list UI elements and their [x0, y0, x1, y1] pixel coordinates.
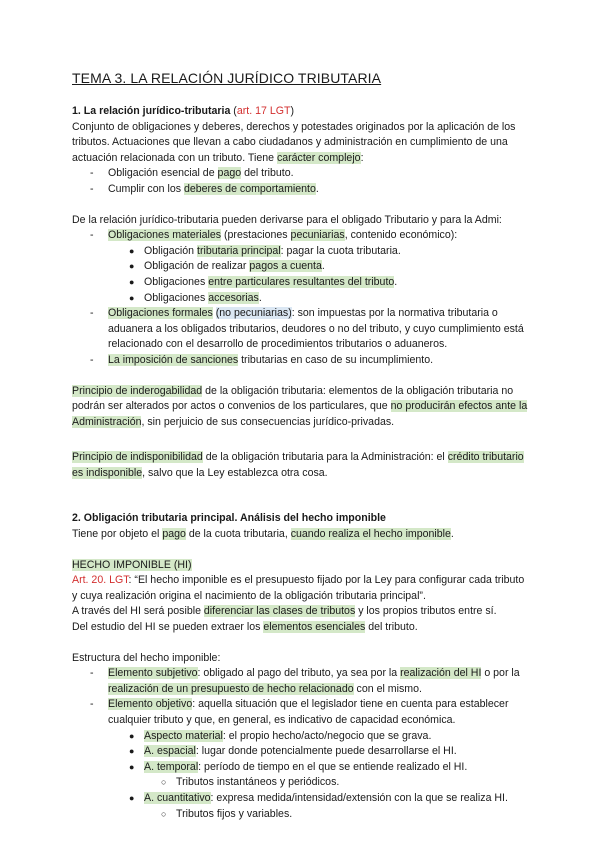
text: de la cuota tributaria,	[185, 528, 291, 541]
highlight: carácter complejo	[276, 151, 361, 164]
highlight: La imposición de sanciones	[108, 353, 239, 366]
paren: (	[230, 105, 237, 117]
law-reference: art. 17 LGT	[236, 105, 291, 117]
paren: )	[290, 105, 294, 117]
text: .	[315, 182, 319, 195]
bullet-marker: ●	[129, 292, 135, 303]
paragraph	[72, 450, 532, 481]
document-body	[72, 104, 532, 822]
paragraph	[72, 604, 532, 620]
text: , salvo que la Ley establezca otra cosa.	[142, 466, 328, 479]
bullet-marker: ●	[129, 746, 135, 757]
text: : son impuestas por la normativa tributaria o aduanera a los obligados tributarios, deudores o no del tributo, y cuyo cumplimiento está relacionado con el desarrollo de procedimientos tributarios o aduaneros.	[108, 307, 524, 351]
bullet-marker: ●	[129, 245, 135, 256]
paragraph	[72, 573, 532, 604]
highlight: deberes de comportamiento	[183, 182, 316, 195]
text: Tributos instantáneos y periódicos.	[176, 776, 340, 789]
list-item	[72, 729, 532, 745]
highlight: pago	[162, 528, 186, 541]
text: Tiene por objeto el	[72, 528, 163, 541]
highlight: Principio de inderogabilidad	[72, 384, 203, 397]
text: : el propio hecho/acto/negocio que se grava.	[222, 729, 432, 742]
dash-marker: -	[90, 229, 94, 242]
text: , sin perjuicio de sus consecuencias jurídico-privadas.	[141, 415, 395, 428]
highlight-blue: (no pecuniarias)	[215, 307, 292, 320]
highlight: crédito tributario es indisponible	[72, 451, 524, 479]
dash-marker: -	[90, 167, 94, 180]
paragraph	[72, 527, 532, 543]
circle-marker: ○	[161, 808, 167, 819]
list-item	[72, 291, 532, 307]
circle-marker: ○	[161, 777, 167, 788]
highlight: Principio de indisponibilidad	[72, 451, 203, 464]
text: : expresa medida/intensidad/extensión con la que se realiza HI.	[210, 791, 508, 804]
text: Obligaciones	[144, 275, 209, 288]
hi-label: HECHO IMPONIBLE (HI)	[72, 558, 192, 571]
paragraph	[72, 384, 532, 431]
highlight: realización del HI	[400, 667, 482, 680]
section-1-heading	[72, 104, 532, 120]
highlight: diferenciar las clases de tributos	[203, 605, 356, 618]
text: y los propios tributos entre sí.	[355, 605, 497, 618]
list	[72, 166, 532, 197]
text: del tributo.	[241, 167, 294, 180]
text: con el mismo.	[353, 682, 422, 695]
highlight: accesorias	[208, 291, 259, 304]
spacer	[72, 636, 532, 651]
heading-text: 1. La relación jurídico-tributaria	[72, 105, 231, 117]
list	[72, 666, 532, 822]
list-item	[72, 306, 532, 353]
dash-marker: -	[90, 353, 94, 366]
list-item	[72, 166, 532, 182]
text: del tributo.	[365, 621, 418, 634]
highlight: tributaria principal	[197, 244, 281, 257]
list-item	[72, 275, 532, 291]
text: : “El hecho imponible es el presupuesto fijado por la Ley para configurar cada tributo y cuya realización origina el nacimiento de la obligación tributaria principal”.	[72, 574, 525, 602]
text: .	[321, 260, 325, 273]
bullet-marker: ●	[129, 792, 135, 803]
text: Tributos fijos y variables.	[176, 807, 293, 820]
spacer	[72, 481, 532, 496]
text: : pagar la cuota tributaria.	[280, 244, 401, 257]
highlight: A. temporal	[144, 760, 199, 773]
list-item	[72, 353, 532, 369]
list-item	[72, 807, 532, 823]
highlight: cuando realiza el hecho imponible	[290, 528, 451, 541]
dash-marker: -	[90, 667, 94, 680]
text: , contenido económico):	[344, 229, 458, 242]
list-item	[72, 259, 532, 275]
dash-marker: -	[90, 182, 94, 195]
text: : obligado al pago del tributo, ya sea por la	[197, 667, 401, 680]
text: de la obligación tributaria para la Administración: el	[202, 451, 448, 464]
highlight: elementos esenciales	[263, 621, 366, 634]
text: tributarias en caso de su incumplimiento.	[238, 353, 434, 366]
list-item	[72, 744, 532, 760]
highlight: A. cuantitativo	[144, 791, 211, 804]
paragraph	[72, 120, 532, 167]
text: Conjunto de obligaciones y deberes, derechos y potestades originados por la aplicación de los tributos. Actuaciones que llevan a cabo ciudadanos y administración en cumplimiento de una actuación relacionada con un tributo. Tiene	[72, 120, 516, 164]
text: .	[450, 528, 454, 541]
list	[72, 228, 532, 368]
highlight: pecuniarias	[290, 229, 345, 242]
list-item	[72, 228, 532, 244]
highlight: Elemento objetivo	[108, 698, 193, 711]
page-title: TEMA 3. LA RELACIÓN JURÍDICO TRIBUTARIA	[72, 70, 382, 86]
bullet-marker: ●	[129, 730, 135, 741]
highlight: realización de un presupuesto de hecho relacionado	[108, 682, 354, 695]
text: Cumplir con los	[108, 182, 184, 195]
dash-marker: -	[90, 307, 94, 320]
highlight: Obligaciones formales	[108, 307, 213, 320]
text: .	[394, 275, 398, 288]
text: Obligación esencial de	[108, 167, 218, 180]
text: Del estudio del HI se pueden extraer los	[72, 621, 264, 634]
hi-label-line	[72, 558, 532, 574]
highlight: Elemento subjetivo	[108, 667, 198, 680]
text: : período de tiempo en el que se entiende realizado el HI.	[198, 760, 468, 773]
bullet-marker: ●	[129, 761, 135, 772]
section-2-heading: 2. Obligación tributaria principal. Análisis del hecho imponible	[72, 512, 386, 525]
dash-marker: -	[90, 698, 94, 711]
list-item	[72, 791, 532, 807]
text: : lugar donde potencialmente puede desarrollarse el HI.	[195, 745, 457, 758]
law-reference: Art. 20. LGT	[72, 574, 129, 587]
bullet-marker: ●	[129, 261, 135, 272]
spacer	[72, 543, 532, 558]
text: .	[258, 291, 262, 304]
spacer	[72, 198, 532, 213]
text: : aquella situación que el legislador tiene en cuenta para establecer cualquier tributo y que, en general, es indicativo de capacidad económica.	[108, 698, 509, 726]
text: Obligación	[144, 244, 197, 257]
text: Obligación de realizar	[144, 260, 250, 273]
spacer	[72, 430, 532, 450]
text: (prestaciones	[221, 229, 291, 242]
text: de la obligación tributaria: elementos de la obligación tributaria no podrán ser alterados por actos o convenios de los particulares, que	[72, 384, 514, 413]
list-item	[72, 697, 532, 728]
highlight: pago	[217, 167, 242, 180]
text: :	[360, 151, 364, 164]
highlight: no producirán efectos ante la Administración	[72, 400, 528, 428]
highlight: Obligaciones materiales	[108, 229, 222, 242]
list-item	[72, 775, 532, 791]
spacer	[72, 496, 532, 511]
highlight: entre particulares resultantes del tributo	[208, 275, 395, 288]
paragraph	[72, 620, 532, 636]
list-item	[72, 666, 532, 697]
spacer	[72, 369, 532, 384]
paragraph: De la relación jurídico-tributaria pueden derivarse para el obligado Tributario y para la Admi:	[72, 213, 502, 226]
list-item	[72, 244, 532, 260]
paragraph: Estructura del hecho imponible:	[72, 651, 221, 664]
text: A través del HI será posible	[72, 605, 204, 618]
text: o por la	[481, 667, 520, 680]
list-item	[72, 182, 532, 198]
bullet-marker: ●	[129, 276, 135, 287]
list-item	[72, 760, 532, 776]
highlight: Aspecto material	[144, 729, 223, 742]
text: Obligaciones	[144, 291, 209, 304]
highlight: pagos a cuenta	[249, 260, 322, 273]
highlight: A. espacial	[144, 745, 196, 758]
